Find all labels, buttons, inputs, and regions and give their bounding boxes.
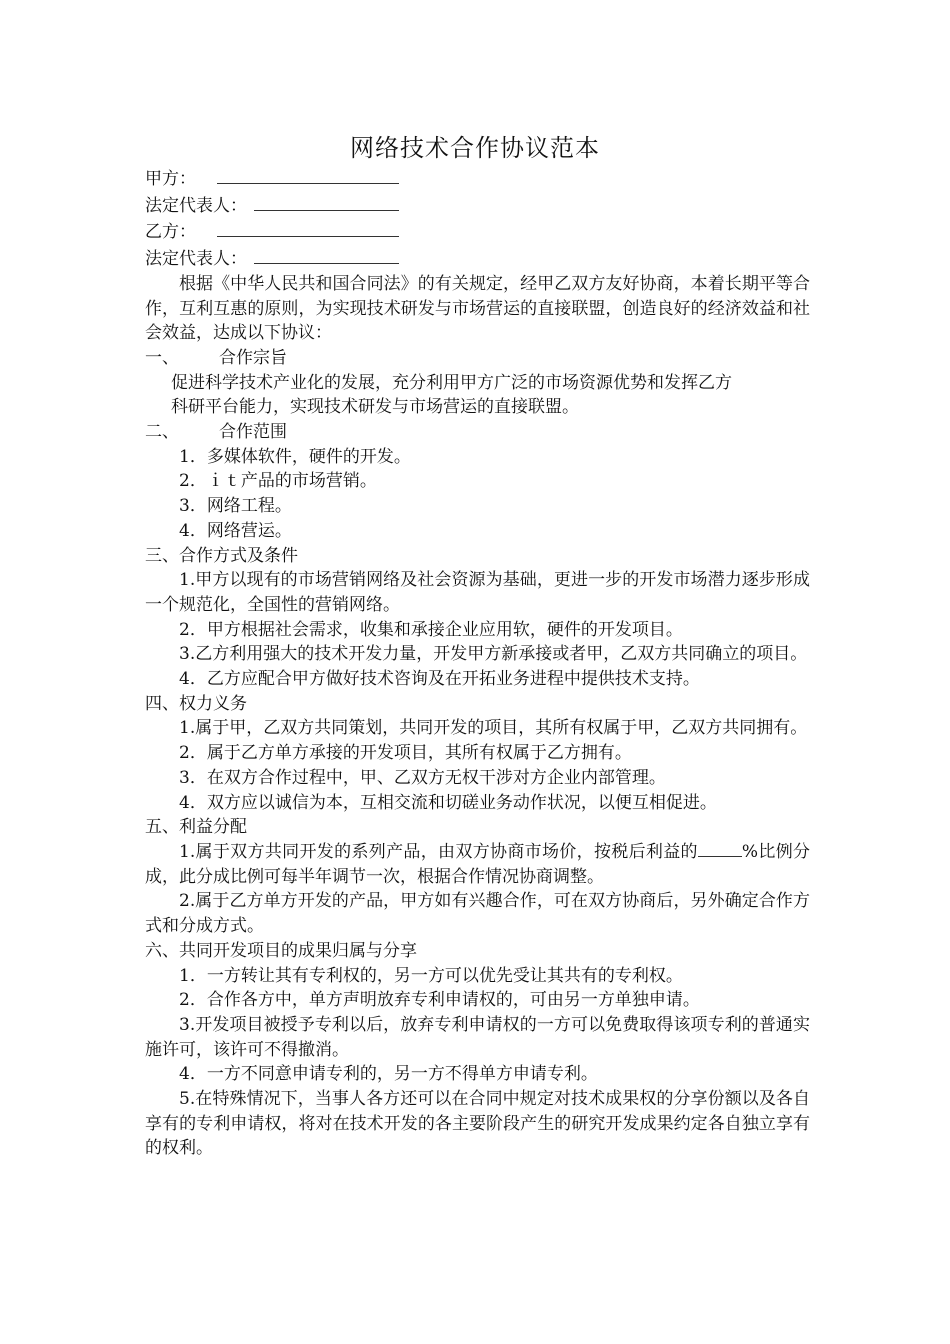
preamble: 根据《中华人民共和国合同法》的有关规定，经甲乙双方友好协商，本着长期平等合作，互利互惠的原则，为实现技术研发与市场营运的直接联盟，创造良好的经济效益和社会效益，达成以下协议： (145, 273, 810, 344)
section-4-item: 1.属于甲，乙双方共同策划，共同开发的项目，其所有权属于甲，乙双方共同拥有。 (179, 718, 808, 739)
section-1-title: 合作宗旨 (219, 347, 287, 368)
party-a-field (145, 165, 810, 192)
section-2-heading (145, 420, 810, 445)
section-1-text-line1: 促进科学技术产业化的发展，充分利用甲方广泛的市场资源优势和发挥乙方 (171, 372, 732, 393)
party-b-field (145, 218, 810, 245)
party-a-legal-rep-label: 法定代表人： (145, 195, 247, 216)
section-3-item: 3.乙方利用强大的技术开发力量，开发甲方新承接或者甲，乙双方共同确立的项目。 (179, 644, 808, 665)
section-6-item: 3.开发项目被授予专利以后，放弃专利申请权的一方可以免费取得该项专利的普通实施许可，该许可不得撤消。 (145, 1014, 810, 1060)
section-5-item-1-part1: 1.属于双方共同开发的系列产品，由双方协商市场价，按税后利益的 (179, 841, 698, 862)
section-4-item: 3．在双方合作过程中，甲、乙双方无权干涉对方企业内部管理。 (179, 767, 666, 788)
section-6-item: 5.在特殊情况下，当事人各方还可以在合同中规定对技术成果权的分享份额以及各自享有的专利申请权，将对在技术开发的各主要阶段产生的研究开发成果约定各自独立享有的权利。 (145, 1089, 810, 1159)
section-2-item: 4．网络营运。 (179, 520, 292, 541)
section-4-item: 2．属于乙方单方承接的开发项目，其所有权属于乙方拥有。 (179, 743, 632, 764)
party-a-legal-rep-field (145, 192, 810, 219)
party-a-label: 甲方： (145, 169, 196, 189)
section-5-heading: 五、利益分配 (145, 817, 247, 838)
section-1-heading (145, 346, 810, 371)
section-5-item-2: 2.属于乙方单方开发的产品，甲方如有兴趣合作，可在双方协商后，另外确定合作方式和分成方式。 (145, 891, 810, 937)
section-1-number: 一、 (145, 347, 179, 368)
section-6-item: 2．合作各方中，单方声明放弃专利申请权的，可由另一方单独申请。 (179, 990, 700, 1011)
party-b-legal-rep-field (145, 245, 810, 272)
section-6-heading: 六、共同开发项目的成果归属与分享 (145, 940, 417, 961)
party-b-blank (217, 218, 399, 237)
section-5-item-1-part2: 比例分成，此分成比例可每半年调节一次，根据合作情况协商调整。 (145, 841, 811, 887)
section-1-text-line2: 科研平台能力，实现技术研发与市场营运的直接联盟。 (171, 397, 579, 418)
party-a-legal-rep-blank (254, 192, 399, 211)
section-3-item: 1.甲方以现有的市场营销网络及社会资源为基础，更进一步的开发市场潜力逐步形成一个规范化，全国性的营销网络。 (145, 570, 810, 615)
section-5-item-1 (145, 840, 810, 889)
section-6-item: 4．一方不同意申请专利的，另一方不得单方申请专利。 (179, 1064, 598, 1085)
section-2-item: 3．网络工程。 (179, 496, 292, 517)
section-4-heading: 四、权力义务 (145, 693, 247, 714)
section-2-number: 二、 (145, 422, 179, 443)
section-2-item: 2．ｉｔ产品的市场营销。 (179, 471, 377, 492)
party-a-blank (217, 165, 399, 184)
profit-share-blank (698, 840, 742, 857)
document-title: 网络技术合作协议范本 (350, 134, 600, 162)
party-b-legal-rep-label: 法定代表人： (145, 249, 247, 270)
section-6-item: 1．一方转让其有专利权的，另一方可以优先受让其共有的专利权。 (179, 965, 683, 986)
section-3-item: 2．甲方根据社会需求，收集和承接企业应用软，硬件的开发项目。 (179, 619, 683, 640)
section-2-title: 合作范围 (219, 422, 287, 443)
section-3-item: 4．乙方应配合甲方做好技术咨询及在开拓业务进程中提供技术支持。 (179, 669, 700, 690)
party-b-legal-rep-blank (254, 245, 399, 264)
document-body (145, 165, 810, 1161)
party-b-label: 乙方： (145, 222, 196, 243)
section-4-item: 4．双方应以诚信为本，互相交流和切磋业务动作状况，以便互相促进。 (179, 792, 717, 813)
section-5-item-1-percent: % (741, 841, 759, 862)
section-2-item: 1．多媒体软件，硬件的开发。 (179, 446, 411, 467)
section-3-heading: 三、合作方式及条件 (145, 545, 298, 566)
